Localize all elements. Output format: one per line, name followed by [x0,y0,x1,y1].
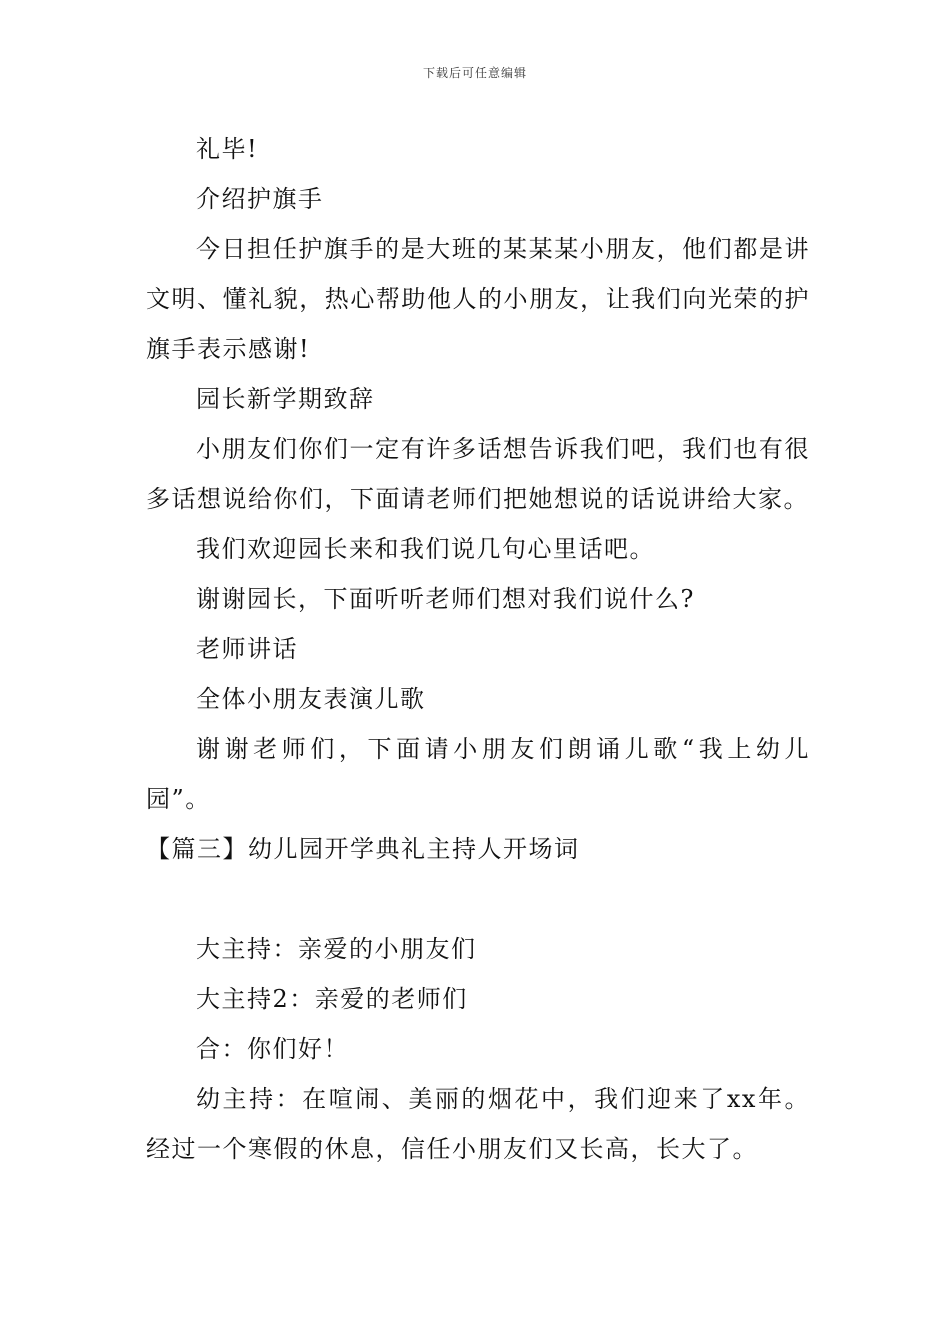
paragraph-teacher-speech: 老师讲话 [196,635,298,663]
section-heading-part-three: 【篇三】幼儿园开学典礼主持人开场词 [146,835,580,863]
paragraph-child-host: 幼主持：在喧闹、美丽的烟花中，我们迎来了xx年。经过一个寒假的休息，信任小朋友们又长高，长大了。 [146,1085,810,1163]
paragraph-host-1: 大主持：亲爱的小朋友们 [196,935,477,963]
paragraph-thanks-principal: 谢谢园长，下面听听老师们想对我们说什么? [196,585,695,613]
page-header: 下载后可任意编辑 [422,66,527,80]
document-body [146,124,810,1174]
paragraph-children-song: 全体小朋友表演儿歌 [196,685,426,713]
paragraph-together-hello: 合：你们好！ [196,1035,349,1063]
paragraph-children-words: 小朋友们你们一定有许多话想告诉我们吧，我们也有很多话想说给你们，下面请老师们把她想说的话说讲给大家。 [146,435,810,513]
paragraph-recite-song: 谢谢老师们，下面请小朋友们朗诵儿歌“我上幼儿园”。 [146,735,810,813]
paragraph-ceremony-end: 礼毕! [196,135,259,163]
paragraph-flag-guards-thanks: 今日担任护旗手的是大班的某某某小朋友，他们都是讲文明、懂礼貌，热心帮助他人的小朋友，让我们向光荣的护旗手表示感谢! [146,235,810,363]
paragraph-host-2: 大主持2：亲爱的老师们 [196,985,468,1013]
paragraph-principal-speech-title: 园长新学期致辞 [196,385,375,413]
paragraph-introduce-flag-guards: 介绍护旗手 [196,185,324,213]
paragraph-welcome-principal: 我们欢迎园长来和我们说几句心里话吧。 [196,535,655,563]
